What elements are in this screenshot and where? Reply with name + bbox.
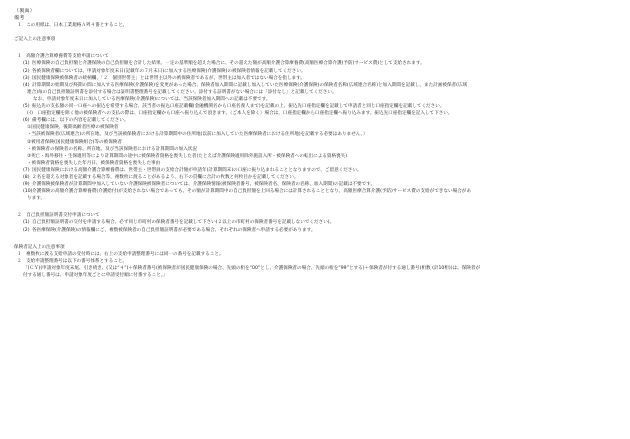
- sec1-item-6-sub: ①国民健康保険、後期高齢者医療の被保険者: [27, 125, 119, 131]
- sec1-item-5: (5) 振込先の支払額の同一口座への振込を希望する場合、該当者の振込口座記載欄(金融機関名から口座名義人まで)を記載の上、振込先口座指定欄を記載して申請者と同じ口座指定欄を記載してください。: [23, 104, 445, 110]
- sec1-item-1: (1) 医療保険の自己負担額と介護保険の自己負担額を合計した結果、一定の基準額を超えた場合に、その超えた額が高額介護合算療養費(高額医療合算介護(予防)サービス費)として支給されます。: [23, 61, 425, 67]
- sec3-detail-continued: 付する通し番号は、申請対象年度ごとに申請受付順に付番すること。」: [23, 273, 168, 278]
- sec1-item-4: (4) 計算期間の始期及び終期の間に加入する医療保険(介護保険)を変更があった場合、保険者加入期間に記載し加入していた医療保険(介護保険)の保険者名称(広域連合名称)と加入期間を記載し、また計画被保者(広域: [23, 82, 468, 88]
- section-1-title: １ 高額介護合算療養費等支給申請について: [17, 54, 109, 60]
- sec3-item-2: ２ 支給申請整理番号は以下の番号体系とすること。: [17, 258, 128, 264]
- sec3-detail: 「(ＣＹ)(申請対象年度末尾、引き続き、(又は“４”)＋保険者番号(被保険者が国民健康保険の場合、先頭の桁を“00”とし、介護保険者の場合、先頭の桁を“99”とする)＋保険者が付する通し番号(桁数 (計10桁))は、保険者が: [23, 265, 481, 271]
- sec1-item-8: (8) ２名を超える対象者を記載する場合等、複数枚に渡ることがあるよう、右下の頁欄に合計の枚数と何枚目かを記載してください。: [23, 174, 299, 180]
- sec1-item-4-note: なお、申請対象年度末日に加入している医療保険(介護保険)については、当該保険者加入期間への記載は不要です。: [33, 96, 271, 102]
- sec1-item-6: (6) 備考欄には、以下の内容を記載してください。: [23, 118, 129, 124]
- sec1-item-4-continued: 連合)毎の自己負担額証明書を添付する場合は証明書整理番号を記載してください。添付する証明書がない場合には「添付なし」と記載してください。: [27, 89, 337, 95]
- sec1-item-10: (10) 介護保険の高額介護合算療養費(介護給付)が支給されない場合であっても、その額が計算期間中の自己負担額を上回る場合には計算されることとなり、高額医療合算介護(予防)サービス費の支給ができない場合があ: [23, 189, 471, 195]
- sec1-item-6-sub: ・被保険者の保険者の名称、所在地、及び当該保険者における計算期間の加入状況: [27, 146, 197, 152]
- remark-1: １ この用紙は、日本工業規格Ａ列４番とすること。: [17, 23, 128, 29]
- sec3-item-1: １ 複数枚に渡る支給申請の受付時には、右上の支給申請整理番号には同一の番号を記載すること。: [17, 251, 224, 257]
- sec2-item-2: (2) 各医療保険(介護保険)の情報欄にご、複数被保険者の自己負担額証明書が必要である場合、それぞれの保険者へ申請する必要があります。: [23, 227, 316, 233]
- remarks-title: 備考: [14, 15, 25, 22]
- sec1-item-9: (9) 介護保険被保険者が計算期間中加入していない介護保険被保険者については、介護保険情報(被保険者番号、被保険者名、保険者の名称、加入期間)の記載は不要です。: [23, 182, 376, 188]
- sec1-item-6-sub: ・被保険者資格を喪失した年月日、被保険者資格を喪失した事由: [27, 160, 161, 166]
- sec1-item-6-sub: ③死亡・海外移住・生保適用等により計算期間の途中に被保険者資格を喪失した者(たとえば介護保険適用除外施設入所・被保険者への転出による資格喪失): [27, 153, 348, 159]
- sec1-item-6-sub: ②被用者保険(国民健康保険組合)等の被保険者: [27, 139, 122, 145]
- section-2-title: ２ 自己負担額証明書交付申請について: [17, 213, 100, 219]
- sec1-item-10-continued: ります。: [27, 196, 46, 202]
- sec1-item-7: (7) 国民健康保険における高額介護合算療養費は、世帯主・世帯員の支給合計額が申請年(計算期間末)の口座に振り込まれることとなりますので、ご留意ください。: [23, 167, 362, 173]
- page-header: （裏面）: [14, 8, 35, 14]
- section-3-title: 保険者記入上の注意事項: [14, 244, 65, 250]
- sec1-item-2: (2) 各被保険者欄については、申請対象年度末日(記載年の７月末日)に加入する医療保険(介護保険)の被保険者情報を記載してください。: [23, 68, 306, 74]
- sec1-item-3: (3) 国民健康保険被保険者の続柄欄、「２ 個別世帯主」とは世帯主以外の被保険者であるが、世帯主は加入者ではない場合を指します。: [23, 75, 305, 81]
- notes-title: ご記入上の注意事項: [14, 37, 56, 43]
- sec2-item-1: (1) 自己負担額証明書の交付を申請する場合、必ず同じ市町村の保険者番号を記載して下さい(２以上の市町村の保険者番号を記載しないでください)。: [23, 220, 335, 226]
- sec1-item-6-sub: ・当該被保険者(広域連合)の所在地、及び当該被保険者における計算期間中の住所地(以前に加入していた医療保険者における住所地)を記載する必要はありません。）: [27, 132, 368, 138]
- sec1-item-5-sub: (ｲ) 口座指定欄を除く他の被保険者への支払の際は、口座指定欄から口座へ振り込んで頂きます。（ご本人を除く）場合は、口座指定欄から口座指定欄へ振り込みます。振込先口座指定欄を記入して下さい。: [27, 111, 453, 117]
